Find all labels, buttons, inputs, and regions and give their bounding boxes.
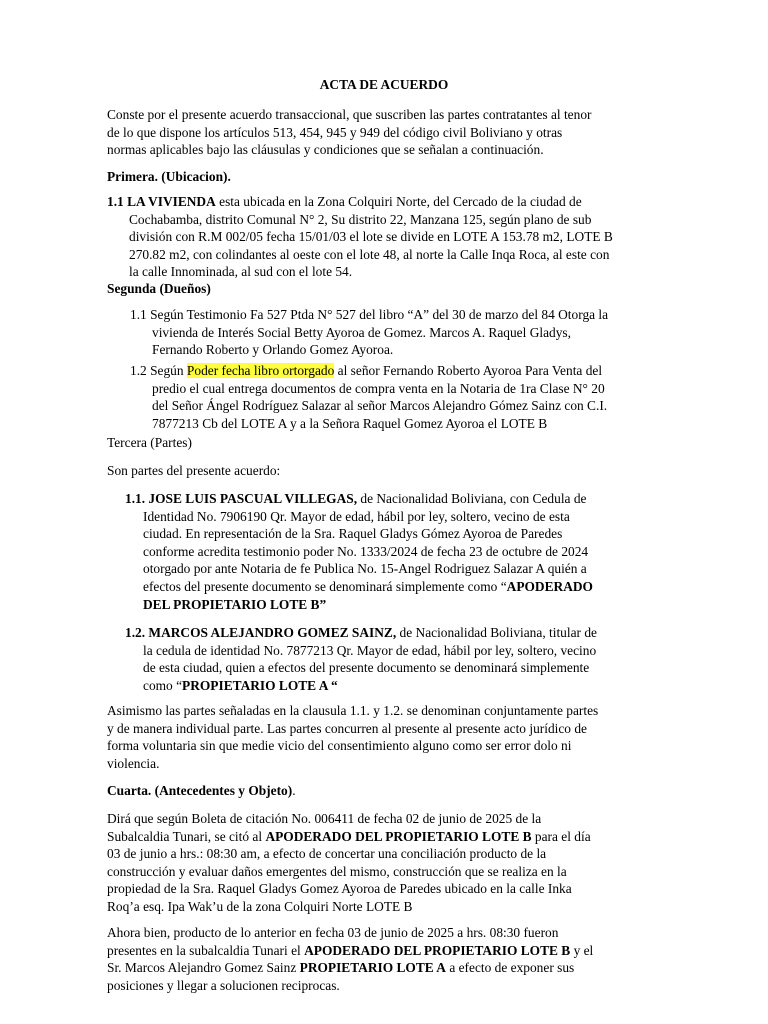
cuarta-line [107, 942, 662, 960]
cuarta-line: 03 de junio a hrs.: 08:30 am, a efecto de concertar una conciliación producto de la [107, 846, 547, 862]
segunda-heading: Segunda (Dueños) [107, 281, 211, 296]
cuarta-bold: PROPIETARIO LOTE A [299, 960, 446, 976]
primera-bold: LA VIVIENDA [127, 194, 216, 209]
cuarta-line: Dirá que según Boleta de citación No. 006411 de fecha 02 de junio de 2025 de la [107, 811, 542, 826]
primera-heading: Primera. (Ubicacion). [107, 169, 231, 184]
cuarta-text: Sr. Marcos Alejandro Gomez Sainz [107, 960, 300, 976]
party-1 [125, 490, 662, 613]
party-2-line [125, 677, 662, 695]
cuarta-bold: APODERADO DEL PROPIETARIO LOTE B [304, 942, 571, 958]
intro-line: Conste por el presente acuerdo transaccional, que suscriben las partes contratantes al tenor [107, 107, 592, 122]
asimismo-line: violencia. [107, 755, 160, 771]
party-1-text: efectos del presente documento se denominará simplemente como “ [143, 578, 507, 594]
primera-item [107, 193, 662, 281]
party-1-line [125, 578, 662, 596]
cuarta-paragraph-2 [107, 924, 662, 994]
segunda-line [130, 362, 668, 380]
intro-line: normas aplicables bajo las cláusulas y condiciones que se señalan a continuación. [107, 142, 544, 158]
cuarta-line: Ahora bien, producto de lo anterior en fecha 03 de junio de 2025 a hrs. 08:30 fueron [107, 925, 559, 940]
asimismo-line: y de manera individual parte. Las partes concurren al presente al presente acto jurídico de [107, 720, 587, 736]
party-2-text: como “ [143, 677, 183, 693]
primera-line: Cochabamba, distrito Comunal N° 2, Su distrito 22, Manzana 125, según plano de sub [129, 211, 592, 227]
cuarta-heading-text: Cuarta. (Antecedentes y Objeto) [107, 783, 293, 798]
segunda-item-1 [130, 306, 668, 359]
primera-line: 270.82 m2, con colindantes al oeste con el lote 48, al norte la Calle Inqa Roca, al este con [129, 246, 610, 262]
intro-paragraph [107, 106, 662, 159]
intro-line: de lo que dispone los artículos 513, 454, 945 y 949 del código civil Boliviano y otras [107, 124, 563, 140]
party-1-role: DEL PROPIETARIO LOTE B” [143, 596, 327, 612]
segunda-line: vivienda de Interés Social Betty Ayoroa de Gomez. Marcos A. Raquel Gladys, [152, 324, 571, 340]
party-2-line: de esta ciudad, quien a efectos del presente documento se denominará simplemente [143, 660, 590, 676]
segunda-text: al señor Fernando Roberto Ayoroa Para Venta del [334, 363, 603, 378]
cuarta-heading-dot: . [292, 783, 296, 798]
party-2-line: la cedula de identidad No. 7877213 Qr. Mayor de edad, hábil por ley, soltero, vecino [143, 642, 597, 658]
party-2-name: 1.2. MARCOS ALEJANDRO GOMEZ SAINZ, [125, 625, 397, 640]
asimismo-line: Asimismo las partes señaladas en la clausula 1.1. y 1.2. se denominan conjuntamente partes [107, 703, 599, 718]
highlighted-text: Poder fecha libro ortorgado [186, 363, 335, 378]
segunda-line: predio el cual entrega documentos de compra venta en la Notaria de 1ra Clase N° 20 [152, 380, 605, 396]
tercera-intro: Son partes del presente acuerdo: [107, 463, 281, 478]
cuarta-line: posiciones y llegar a solucionen reciprocas. [107, 977, 340, 993]
segunda-line: 7877213 Cb del LOTE A y a la Señora Raquel Gomez Ayoroa el LOTE B [152, 415, 548, 431]
segunda-line: Fernando Roberto y Orlando Gomez Ayoroa. [152, 342, 394, 358]
party-1-line: ciudad. En representación de la Sra. Raquel Gladys Gómez Ayoroa de Paredes [143, 526, 563, 542]
party-2-role: PROPIETARIO LOTE A “ [182, 677, 338, 693]
cuarta-line [107, 959, 662, 977]
segunda-item-2 [130, 362, 668, 432]
cuarta-heading [107, 782, 662, 800]
primera-num: 1.1 [107, 194, 128, 209]
cuarta-line: propiedad de la Sra. Raquel Gladys Gomez Ayoroa de Paredes ubicado en la calle Inka [107, 881, 572, 897]
party-1-line: Identidad No. 7906190 Qr. Mayor de edad, hábil por ley, soltero, vecino de esta [143, 508, 570, 524]
party-2-text: de Nacionalidad Boliviana, titular de [396, 625, 597, 640]
party-1-role: APODERADO [506, 578, 593, 594]
primera-line: división con R.M 002/05 fecha 15/01/03 el lote se divide en LOTE A 153.78 m2, LOTE B [129, 229, 613, 245]
segunda-line: 1.1 Según Testimonio Fa 527 Ptda N° 527 del libro “A” del 30 de marzo del 84 Otorga la [130, 307, 609, 322]
cuarta-paragraph-1 [107, 810, 662, 916]
cuarta-text: a efecto de exponer sus [445, 960, 575, 976]
asimismo-paragraph [107, 702, 662, 772]
party-1-line [125, 490, 662, 508]
cuarta-line: Roq’a esq. Ipa Wak’u de la zona Colquiri Norte LOTE B [107, 898, 413, 914]
party-1-line: conforme acredita testimonio poder No. 1333/2024 de fecha 23 de octubre de 2024 [143, 543, 589, 559]
cuarta-text: presentes en la subalcaldia Tunari el [107, 942, 305, 958]
primera-text: esta ubicada en la Zona Colquiri Norte, del Cercado de la ciudad de [215, 194, 582, 209]
party-2-line [125, 624, 662, 642]
tercera-heading: Tercera (Partes) [107, 435, 192, 450]
asimismo-line: forma voluntaria sin que medie vicio del consentimiento alguno como ser error dolo ni [107, 738, 572, 754]
party-2 [125, 624, 662, 694]
party-1-name: 1.1. JOSE LUIS PASCUAL VILLEGAS, [125, 491, 358, 506]
cuarta-text: Subalcaldia Tunari, se citó al [107, 828, 266, 844]
cuarta-text: y el [570, 942, 594, 958]
cuarta-line [107, 828, 662, 846]
segunda-text: 1.2 Según [130, 363, 187, 378]
party-1-line: otorgado por ante Notaria de fe Publica No. 15-Angel Rodriguez Salazar A quién a [143, 561, 587, 577]
cuarta-text: para el día [531, 828, 591, 844]
document-title: ACTA DE ACUERDO [319, 77, 449, 92]
cuarta-line: construcción y evaluar daños emergentes del mismo, construcción que se realiza en la [107, 863, 567, 879]
cuarta-bold: APODERADO DEL PROPIETARIO LOTE B [265, 828, 532, 844]
primera-line: la calle Innominada, al sud con el lote 54. [129, 264, 353, 280]
segunda-line: del Señor Ángel Rodríguez Salazar al señor Marcos Alejandro Gómez Sainz con C.I. [152, 398, 608, 414]
party-1-text: de Nacionalidad Boliviana, con Cedula de [357, 491, 587, 506]
primera-line [107, 193, 662, 211]
